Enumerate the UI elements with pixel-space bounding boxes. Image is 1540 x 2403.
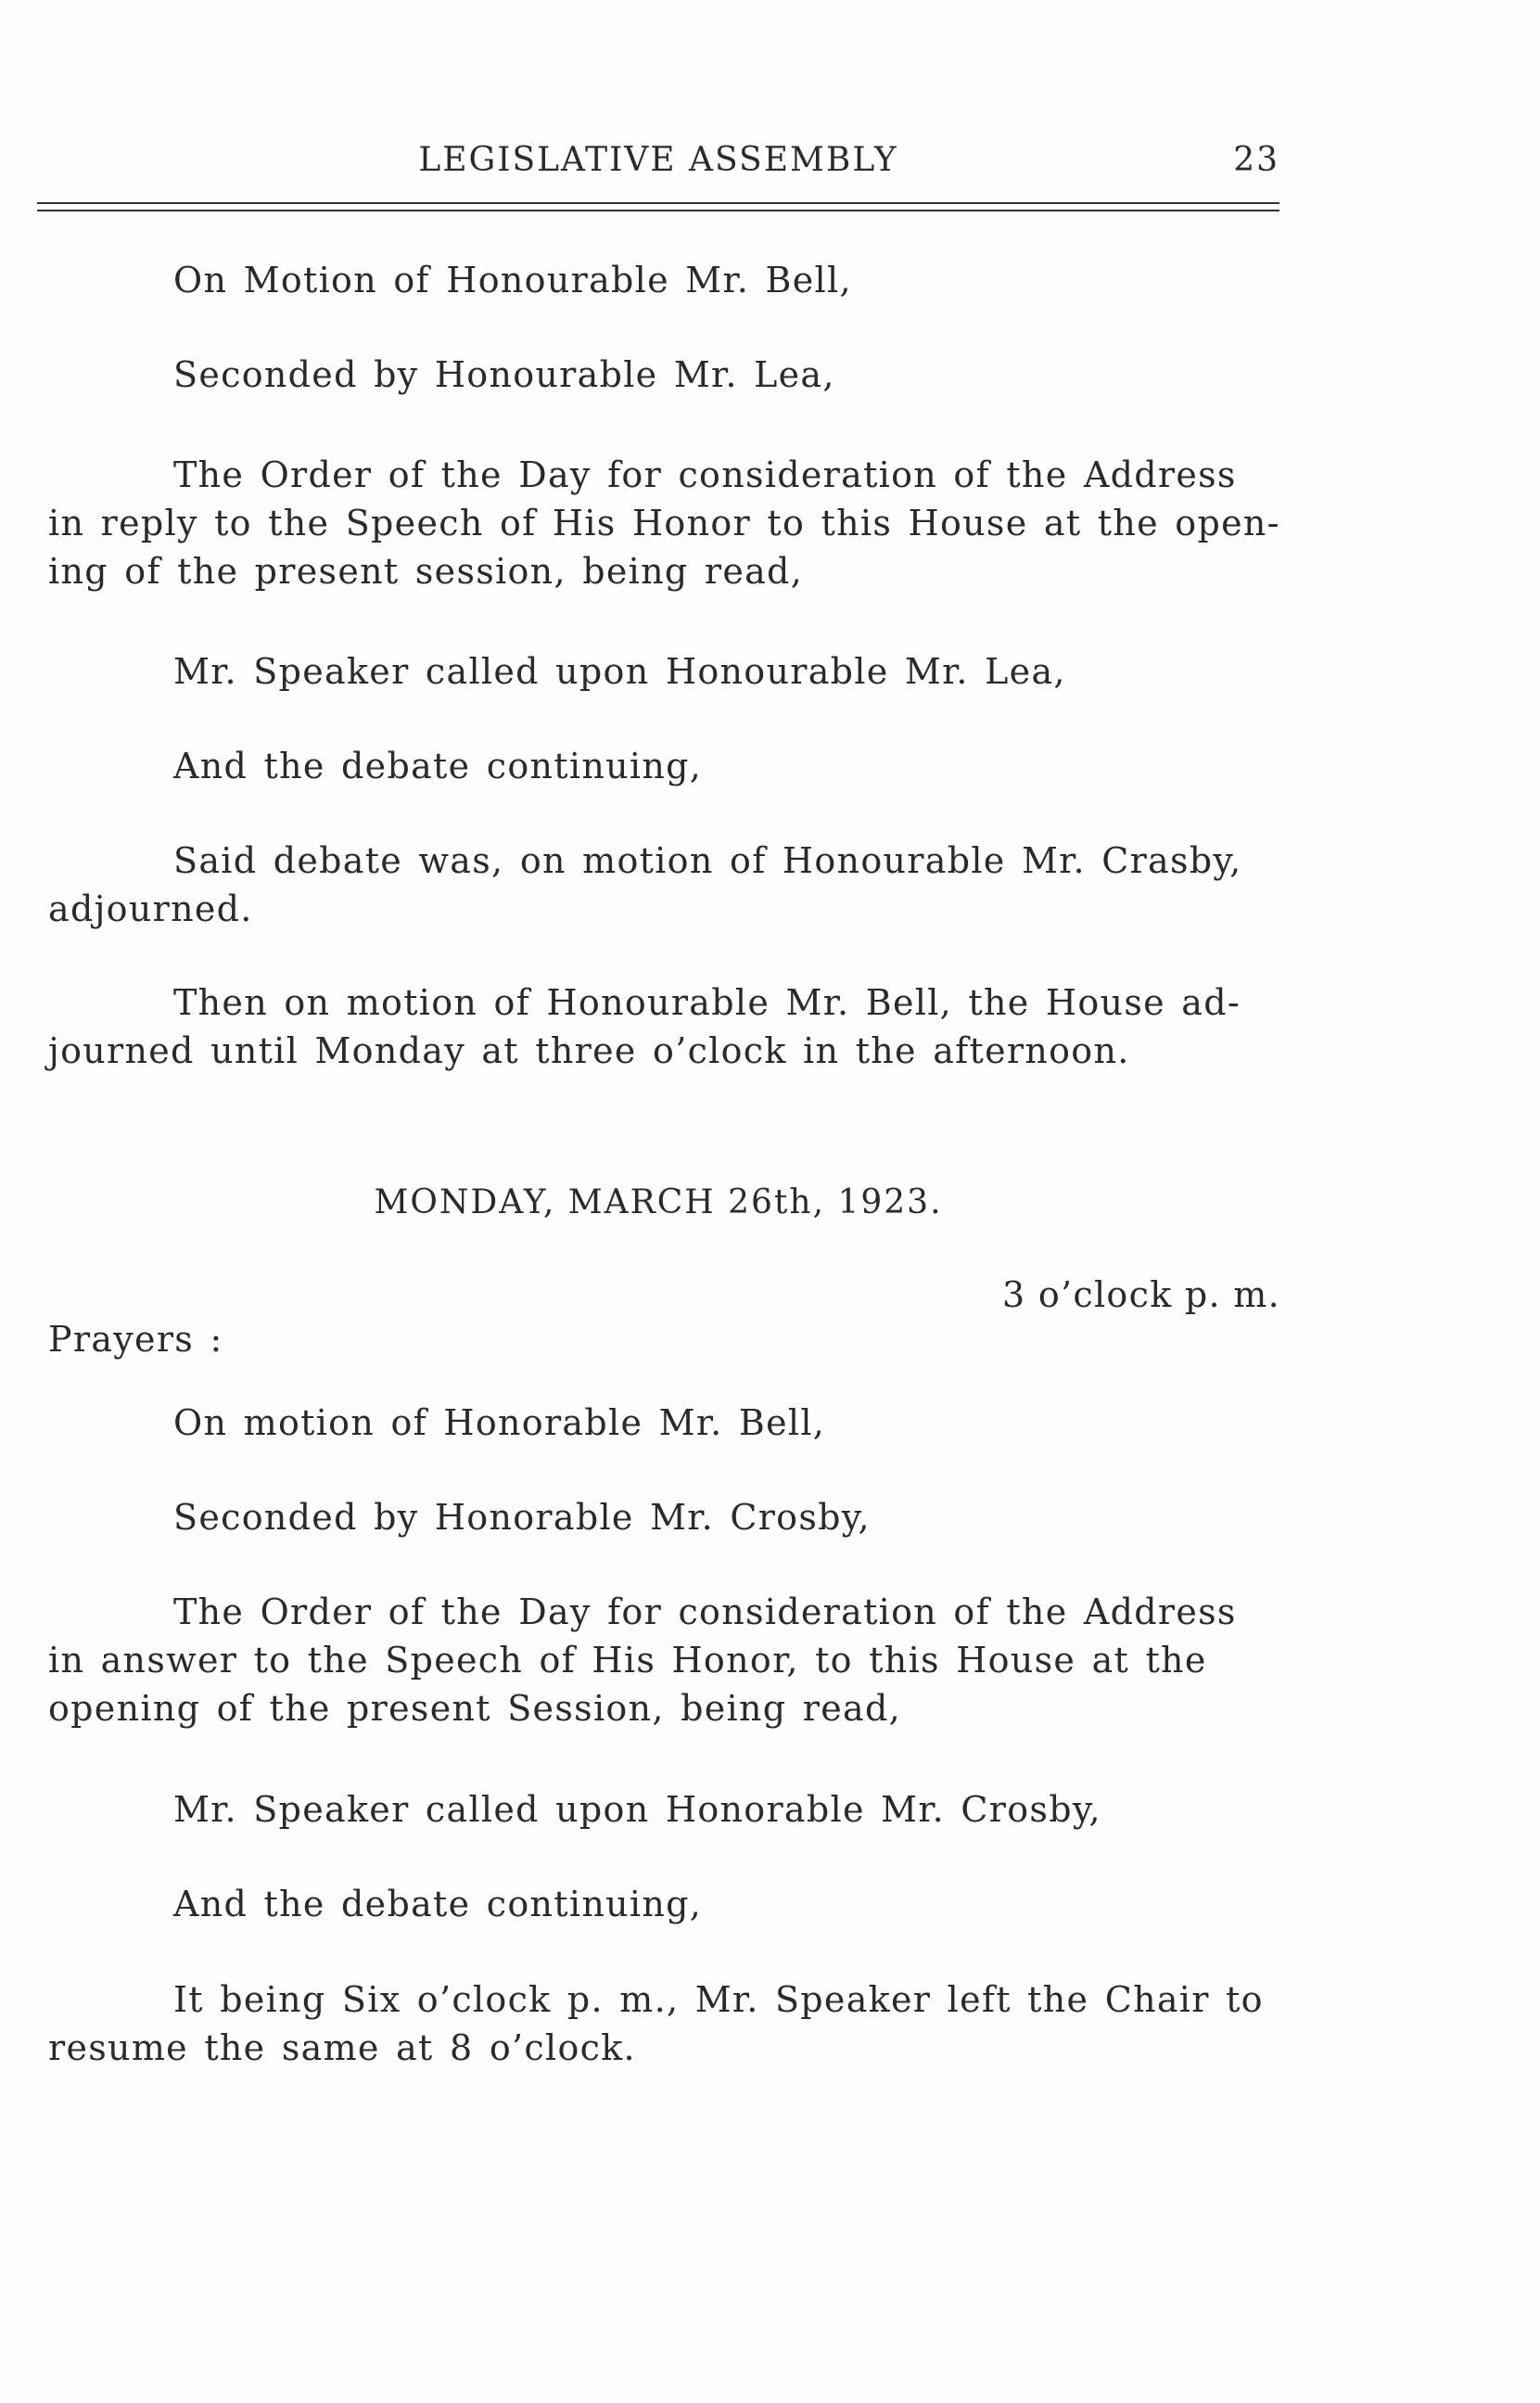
line: resume the same at 8 o’clock.: [48, 2027, 636, 2068]
line: adjourned.: [48, 888, 253, 929]
paragraph-speaker-called-2: Mr. Speaker called upon Honorable Mr. Crosby,: [173, 1789, 1101, 1830]
line: ing of the present session, being read,: [48, 551, 804, 592]
line: journed until Monday at three o’clock in the afternoon.: [48, 1030, 1130, 1071]
prayers-label: Prayers :: [48, 1319, 223, 1360]
line: It being Six o’clock p. m., Mr. Speaker left the Chair to: [173, 1979, 1264, 2020]
date-heading: MONDAY, MARCH 26th, 1923.: [374, 1183, 943, 1221]
paragraph-seconded-2: Seconded by Honorable Mr. Crosby,: [173, 1497, 871, 1538]
paragraph-debate-adjourned: [48, 837, 1281, 933]
paragraph-motion-2: On motion of Honorable Mr. Bell,: [173, 1402, 826, 1443]
paragraph-seconded: Seconded by Honourable Mr. Lea,: [173, 354, 835, 395]
line: opening of the present Session, being read,: [48, 1688, 901, 1729]
header-title: LEGISLATIVE ASSEMBLY: [418, 141, 898, 179]
line: The Order of the Day for consideration of the Address: [173, 454, 1237, 495]
paragraph-order-of-day: [48, 451, 1281, 595]
page-number: 23: [1233, 141, 1279, 179]
running-header: [37, 141, 1279, 187]
paragraph-chair-left: [48, 1975, 1281, 2072]
line: The Order of the Day for consideration of the Address: [173, 1591, 1237, 1632]
line: Then on motion of Honourable Mr. Bell, the House ad-: [173, 982, 1241, 1023]
paragraph-debate-continuing: And the debate continuing,: [173, 746, 703, 786]
paragraph-motion: On Motion of Honourable Mr. Bell,: [173, 260, 852, 300]
paragraph-house-adjourned: [48, 978, 1281, 1075]
paragraph-order-of-day-2: [48, 1588, 1281, 1732]
header-rule-top: [37, 202, 1279, 204]
header-rule-bottom: [37, 210, 1279, 211]
line: in reply to the Speech of His Honor to this House at the open-: [48, 503, 1280, 543]
sitting-time: 3 o’clock p. m.: [1001, 1274, 1280, 1315]
line: Said debate was, on motion of Honourable Mr. Crasby,: [173, 840, 1242, 881]
paragraph-debate-continuing-2: And the debate continuing,: [173, 1884, 703, 1924]
line: in answer to the Speech of His Honor, to this House at the: [48, 1640, 1207, 1681]
paragraph-speaker-called: Mr. Speaker called upon Honourable Mr. Lea,: [173, 651, 1066, 692]
